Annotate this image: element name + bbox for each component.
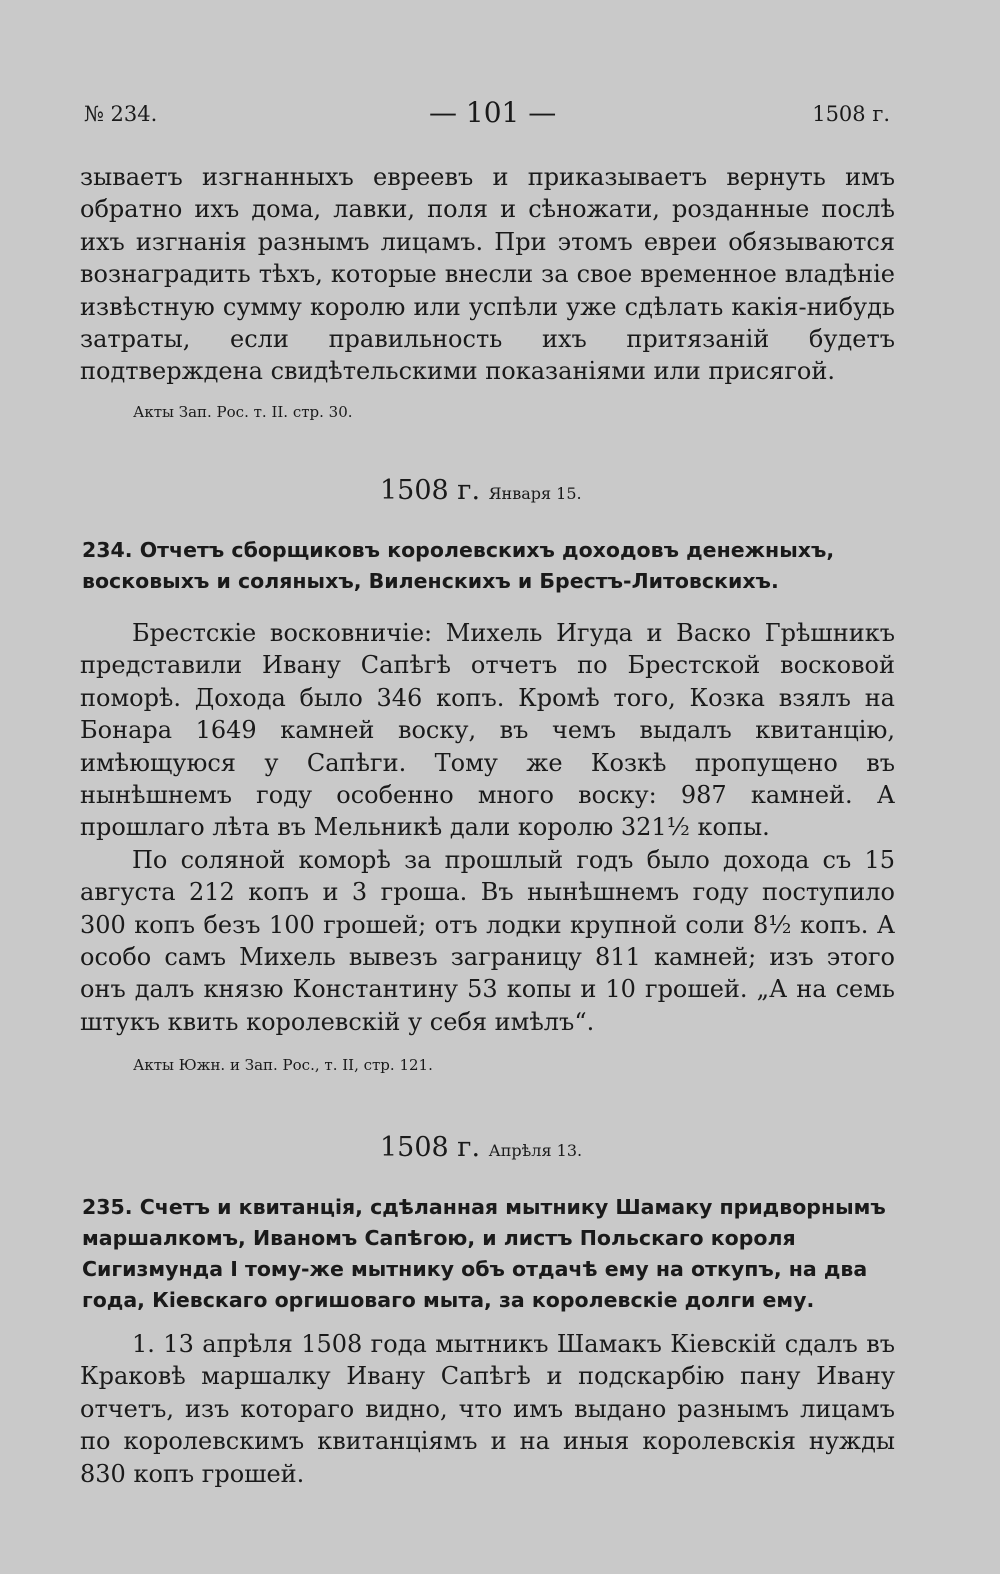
- date-year: 1508 г.: [380, 1132, 481, 1163]
- document-date: [380, 475, 582, 506]
- document-number: № 234.: [84, 102, 158, 126]
- page-number: — 101 —: [429, 96, 557, 129]
- document-date: [380, 1132, 582, 1163]
- paragraph: зываетъ изгнанныхъ евреевъ и приказываетъ вернуть имъ обратно ихъ дома, лавки, поля и сѣножати, розданные послѣ ихъ изгнанія разнымъ лицамъ. При этомъ евреи обязываются вознаградить тѣхъ, которые внесли за свое временное владѣніе извѣстную сумму королю или успѣли уже сдѣлать какія-нибудь затраты, если правильность ихъ притязаній будетъ подтверждена свидѣтельскими показаніями или присягой.: [80, 163, 895, 386]
- page-header: [84, 96, 890, 132]
- date-month: Апрѣля 13.: [488, 1141, 583, 1160]
- citation: Акты Зап. Рос. т. II. стр. 30.: [133, 403, 353, 421]
- paragraph: 1. 13 апрѣля 1508 года мытникъ Шамакъ Кіевскій сдалъ въ Краковѣ маршалку Ивану Сапѣгѣ и подскарбію пану Ивану отчетъ, изъ котораго видно, что имъ выдано разнымъ лицамъ по королевскимъ квитанціямъ и на иныя королевскія нужды 830 копъ грошей.: [80, 1330, 895, 1488]
- citation: Акты Южн. и Зап. Рос., т. II, стр. 121.: [133, 1056, 433, 1074]
- document-body: [80, 617, 895, 1038]
- date-year: 1508 г.: [380, 475, 481, 506]
- document-title: 235. Счетъ и квитанція, сдѣланная мытнику Шамаку придворнымъ маршалкомъ, Иваномъ Сапѣгою, и листъ Польскаго короля Сигизмунда I тому-же мытнику объ отдачѣ ему на откупъ, на два года, Кіевскаго оргишоваго мыта, за королевскіе долги ему.: [82, 1195, 886, 1312]
- date-month: Января 15.: [488, 484, 582, 503]
- header-year: 1508 г.: [812, 102, 890, 126]
- document-body: [80, 1328, 895, 1490]
- paragraph: Брестскіе восковничіе: Михель Игуда и Васко Грѣшникъ представили Ивану Сапѣгѣ отчетъ по Брестской восковой поморѣ. Дохода было 346 копъ. Кромѣ того, Козка взялъ на Бонара 1649 камней воску, въ чемъ выдалъ квитанцію, имѣющуюся у Сапѣги. Тому же Козкѣ пропущено въ нынѣшнемъ году особенно много воску: 987 камней. А прошлаго лѣта въ Мельникѣ дали королю 321½ копы.: [80, 619, 895, 842]
- paragraph: По соляной коморѣ за прошлый годъ было дохода съ 15 августа 212 копъ и 3 гроша. Въ нынѣшнемъ году поступило 300 копъ безъ 100 грошей; отъ лодки крупной соли 8½ копъ. А особо самъ Михель вывезъ заграницу 811 камней; изъ этого онъ далъ князю Константину 53 копы и 10 грошей. „А на семь штукъ квить королевскій у себя имѣлъ“.: [80, 845, 895, 1036]
- document-title: 234. Отчетъ сборщиковъ королевскихъ доходовъ денежныхъ, восковыхъ и соляныхъ, Виленскихъ и Брестъ-Литовскихъ.: [82, 538, 835, 593]
- continued-text: [80, 161, 895, 388]
